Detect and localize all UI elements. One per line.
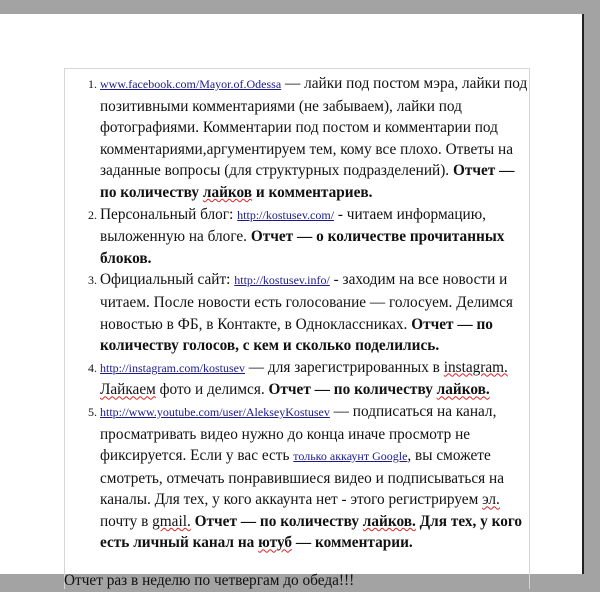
facebook-link[interactable]: www.facebook.com/Mayor.of.Odessa [100,77,282,91]
document-body [64,73,534,592]
youtube-link[interactable]: http://www.youtube.com/user/AlekseyKostusev [100,404,330,419]
list-item: 5. http://www.youtube.com/user/AlekseyKostusev — подписаться на канал, просматривать видео нужно до конца иначе просмотр не фиксируется. Если у вас есть только аккаунт Google, вы сможете смотреть, отмечать понравившиеся видео и подписываться на каналы. Для тех, у кого аккаунта нет - этого регистрируем эл. почту в gmail. Отчет — по количеству лайков. Для тех, у кого есть личный канал на ютуб — комментарии. [100,401,534,554]
list-item: 4. http://instagram.com/kostusev — для зарегистрированных в instagram. Лайкаем фото и делимся. Отчет — по количеству лайков. [100,357,534,401]
list-item: 1. www.facebook.com/Mayor.of.Odessa — лайки под постом мэра, лайки под позитивными комментариями (не забываем), лайки под фотографиями. Комментарии под постом и комментарии под комментариями,аргументируем тем, кому все плохо. Ответы на заданные вопросы (для структурных подразделений). Отчет — по количеству лайков и комментариев. [100,73,534,204]
site-link[interactable]: http://kostusev.info/ [234,273,330,288]
google-account-link[interactable]: только аккаунт Google [293,449,408,464]
blog-link[interactable]: http://kostusev.com/ [237,207,335,222]
instagram-link[interactable]: http://instagram.com/kostusev [100,360,245,375]
list-item: 2. Персональный блог: http://kostusev.com/ - читаем информацию, выложенную на блоге. Отчет — о количестве прочитанных блоков. [100,204,534,270]
list-item: 3. Официальный сайт: http://kostusev.info/ - заходим на все новости и читаем. После новости есть голосование — голосуем. Делимся новостью в ФБ, в Контакте, в Одноклассниках. Отчет — по количеству голосов, с кем и сколько поделились. [100,269,534,356]
task-list [64,73,534,554]
footer-note: Отчет раз в неделю по четвергам до обеда!!! [64,572,355,590]
